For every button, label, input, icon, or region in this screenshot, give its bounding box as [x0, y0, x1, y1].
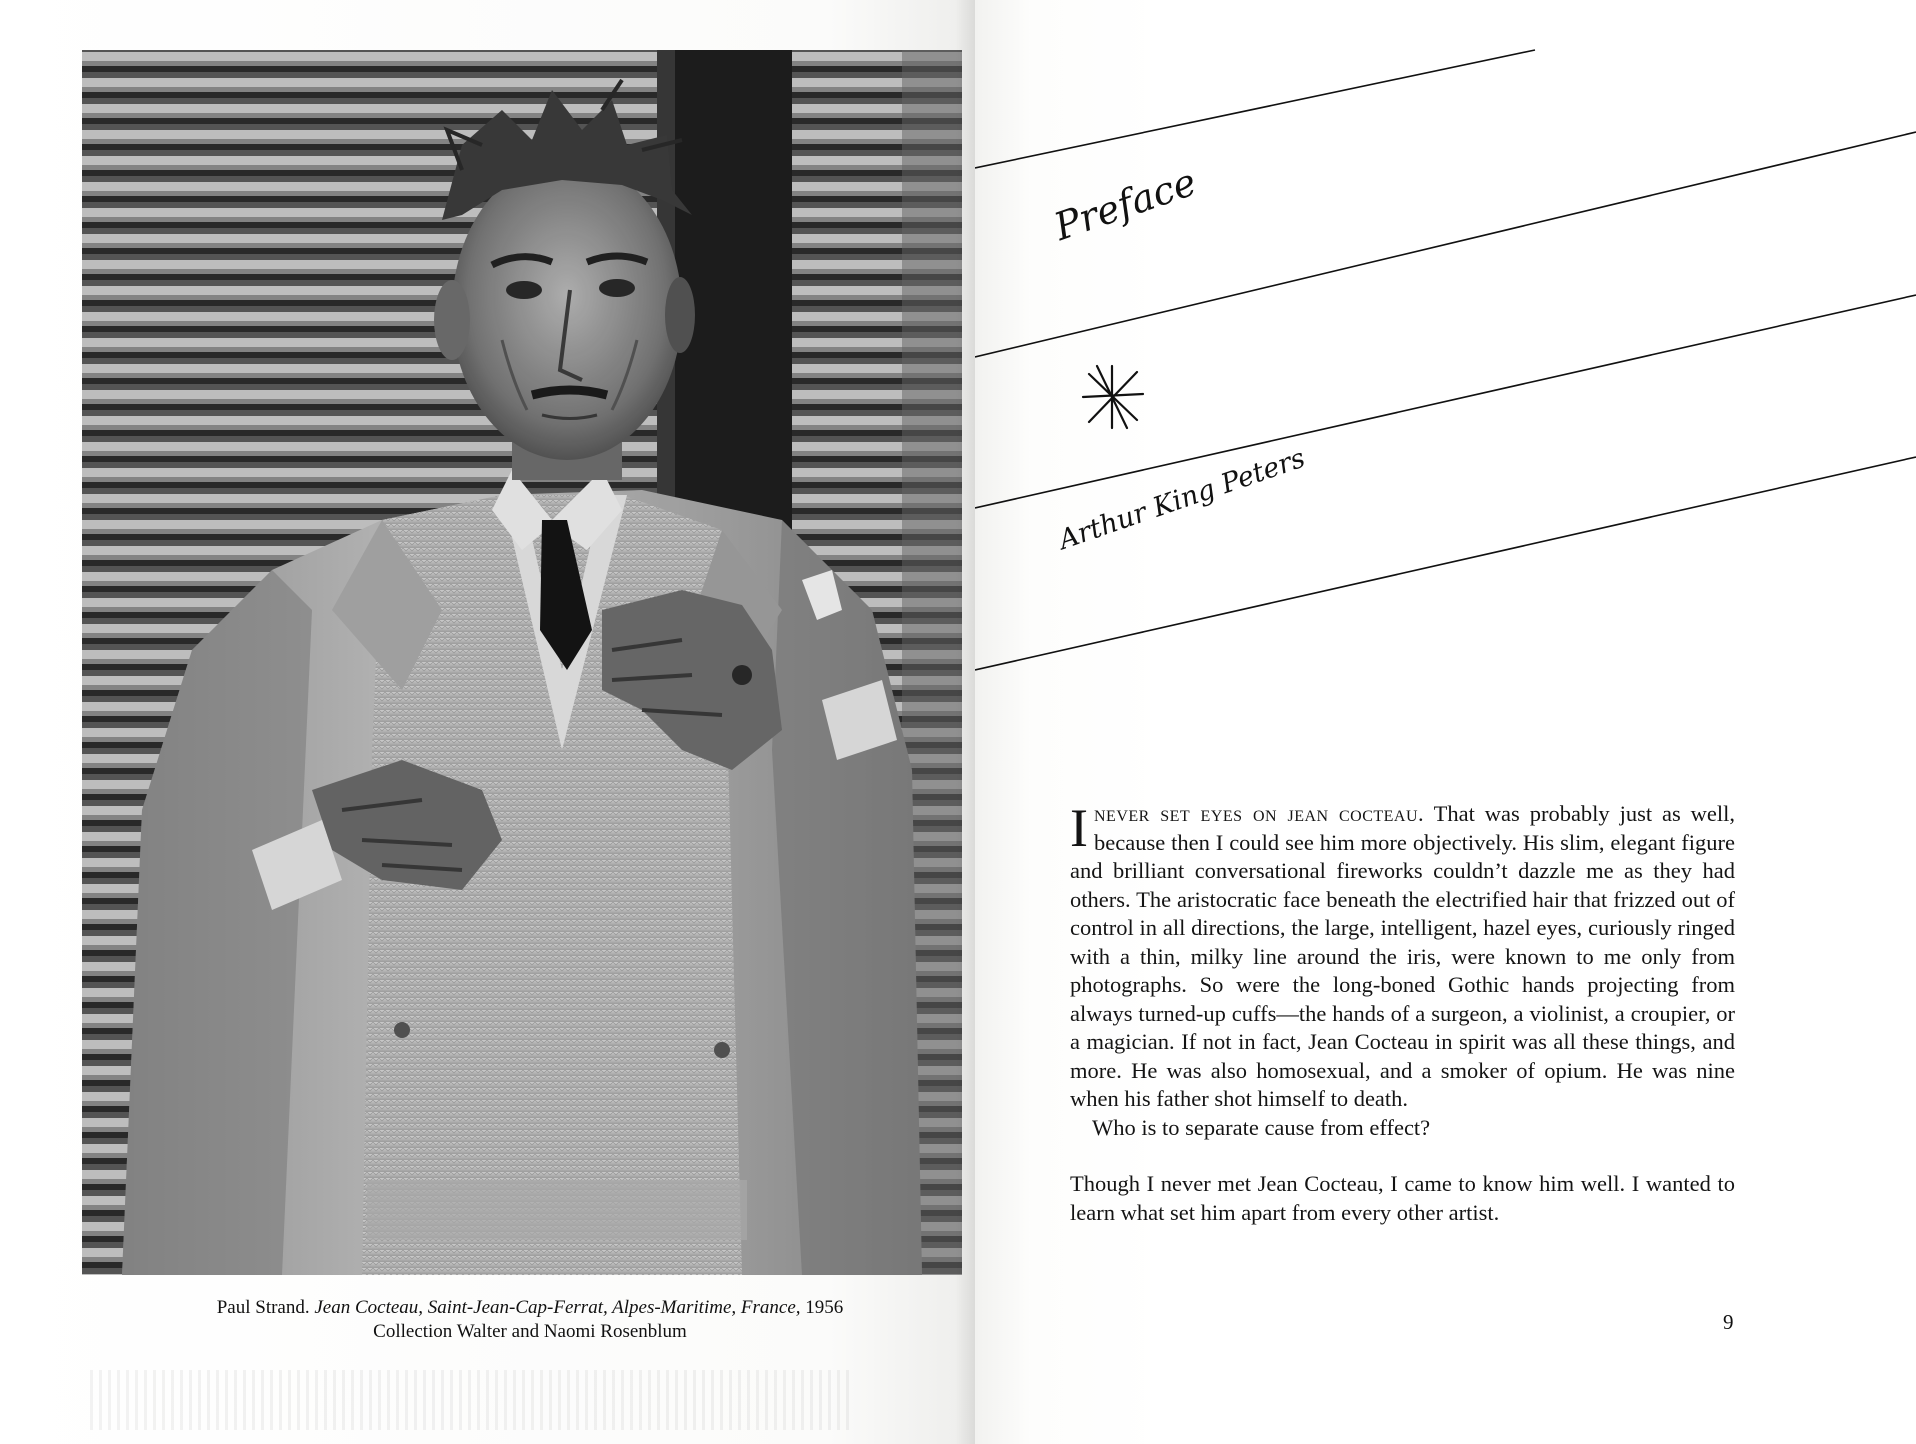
diagonal-rule-1	[975, 50, 1535, 168]
diagonal-rules	[975, 0, 1916, 700]
paragraph-2: Who is to separate cause from effect?	[1092, 1114, 1431, 1140]
section-gap	[1070, 1142, 1735, 1170]
author-name: Arthur King Peters	[1054, 442, 1310, 556]
body-text	[1070, 800, 1735, 1227]
caption-title: Jean Cocteau, Saint-Jean-Cap-Ferrat, Alpes-Maritime, France,	[314, 1297, 801, 1318]
show-through-text	[90, 1370, 850, 1430]
diagonal-rule-4	[975, 457, 1916, 670]
right-page	[975, 0, 1916, 1444]
asterisk-ornament-icon	[1075, 360, 1150, 435]
photo-caption	[140, 1296, 920, 1344]
caption-collection: Collection Walter and Naomi Rosenblum	[373, 1321, 687, 1342]
page-number: 9	[1723, 1310, 1734, 1334]
caption-photographer: Paul Strand.	[216, 1297, 310, 1318]
diagonal-rule-2	[975, 132, 1916, 357]
caption-line-1	[140, 1296, 920, 1320]
paragraph-1	[1070, 800, 1735, 1114]
drop-cap: I	[1070, 798, 1088, 858]
portrait-photograph-image	[82, 50, 962, 1275]
caption-year: 1956	[805, 1297, 844, 1318]
chapter-heading: Preface	[1048, 159, 1202, 249]
small-caps-lead: never set eyes on jean cocteau.	[1093, 801, 1425, 826]
paragraph-1-text: That was probably just as well, because then I could see him more objectively. His slim, elegant figure and brilliant conversational fireworks couldn’t dazzle me as they had others. The aristocratic face beneath the electrified hair that frizzed out of control in all directions, the large, intelligent, hazel eyes, curiously ringed with a thin, milky line around the iris, were known to me only from photographs. So were the long-boned Gothic hands projecting from always turned-up cuffs—the hands of a surgeon, a violinist, a croupier, or a magician. If not in fact, Jean Cocteau in spirit was all these things, and more. He was also homosexual, and a smoker of opium. He was nine when his father shot himself to death.	[1070, 801, 1735, 1111]
paragraph-3: Though I never met Jean Cocteau, I came to know him well. I wanted to learn what set him apart from every other artist.	[1070, 1171, 1735, 1225]
portrait-photograph	[82, 50, 962, 1275]
